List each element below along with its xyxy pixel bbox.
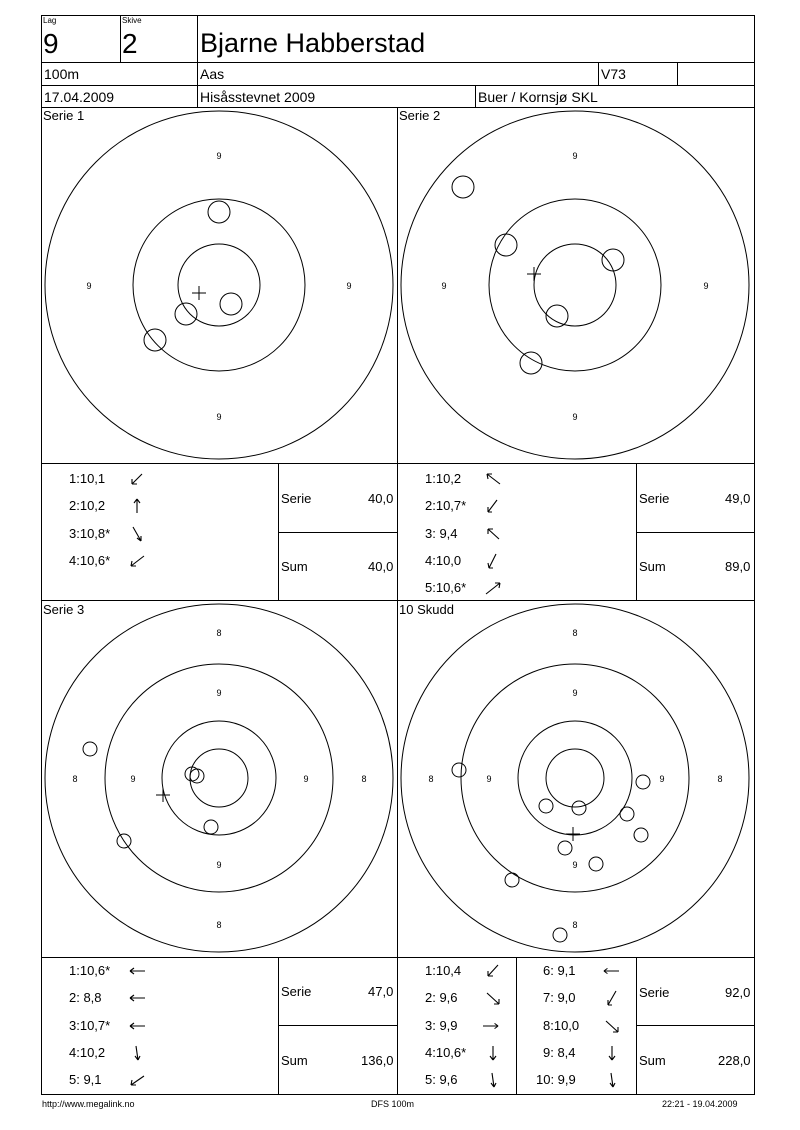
shot-value: 1:10,6*	[69, 963, 111, 978]
range-name: Buer / Kornsjø SKL	[478, 89, 598, 105]
lag-value: 9	[43, 28, 59, 59]
sum-value: 228,0	[718, 1053, 751, 1068]
arrow-up-left-icon	[485, 526, 501, 542]
target-title-4: 10 Skudd	[399, 602, 454, 617]
ring-label: 8	[72, 774, 78, 784]
ring-label: 9	[572, 151, 578, 161]
ring-label: 8	[717, 774, 723, 784]
ring-label: 8	[572, 628, 578, 638]
sum-value: 89,0	[725, 559, 751, 574]
sum-label: Sum	[639, 1053, 666, 1068]
serie-label: Serie	[639, 491, 670, 506]
arrow-up-right-icon	[485, 580, 501, 596]
shooter-class: V73	[601, 66, 626, 82]
shot-value: 5: 9,1	[69, 1072, 102, 1087]
shot-value: 10: 9,9	[536, 1072, 576, 1087]
ring-label: 9	[130, 774, 136, 784]
ring-label: 8	[572, 920, 578, 930]
target-2	[398, 108, 754, 463]
shot-value: 5: 9,6	[425, 1072, 458, 1087]
arrow-left-icon	[603, 963, 619, 979]
ring-inner	[518, 721, 632, 835]
shot-value: 4:10,0	[425, 553, 462, 568]
shot-hole	[190, 769, 204, 783]
sum-label: Sum	[639, 559, 666, 574]
shooter-name: Bjarne Habberstad	[200, 28, 426, 58]
shot-hole	[558, 841, 572, 855]
shot-hole	[220, 293, 242, 315]
center-mark	[192, 286, 206, 300]
arrow-down-right-icon	[485, 990, 501, 1006]
distance: 100m	[44, 66, 80, 82]
shot-hole	[546, 305, 568, 327]
arrow-down-left-icon	[485, 963, 501, 979]
serie-label: Serie	[639, 985, 670, 1000]
arrow-up-left-icon	[485, 471, 501, 487]
target-title-3: Serie 3	[43, 602, 85, 617]
shot-value: 7: 9,0	[543, 990, 576, 1005]
lag-label: Lag	[43, 16, 57, 25]
ring-label: 8	[216, 920, 222, 930]
shot-hole	[572, 801, 586, 815]
center-mark	[527, 267, 541, 281]
shot-hole	[175, 303, 197, 325]
shot-value: 1:10,4	[425, 963, 462, 978]
ring-outer	[43, 108, 393, 459]
ring-label: 9	[703, 281, 709, 291]
shot-value: 4:10,6*	[69, 553, 111, 568]
shot-hole	[589, 857, 603, 871]
ring-label: 8	[428, 774, 434, 784]
ring-label: 9	[216, 412, 222, 422]
shot-hole	[602, 249, 624, 271]
serie-value: 47,0	[368, 984, 394, 999]
ring-label: 9	[216, 688, 222, 698]
serie-label: Serie	[281, 491, 312, 506]
shot-hole	[452, 176, 474, 198]
shot-hole	[208, 201, 230, 223]
arrow-up-icon	[129, 498, 145, 514]
footer-timestamp: 22:21 - 19.04.2009	[662, 1099, 738, 1109]
shot-value: 9: 8,4	[543, 1045, 576, 1060]
target-title-1: Serie 1	[43, 108, 85, 123]
shot-value: 2: 8,8	[69, 990, 102, 1005]
shot-hole	[495, 234, 517, 256]
shot-value: 3: 9,9	[425, 1018, 458, 1033]
shot-value: 3:10,7*	[69, 1018, 111, 1033]
date: 17.04.2009	[44, 89, 115, 105]
shot-value: 2:10,2	[69, 498, 106, 513]
ring-label: 9	[659, 774, 665, 784]
arrow-right-icon	[483, 1018, 499, 1034]
ring-label: 9	[86, 281, 92, 291]
arrow-left-icon	[129, 1018, 145, 1034]
shot-hole	[452, 763, 466, 777]
ring-label: 9	[441, 281, 447, 291]
skive-label: Skive	[122, 16, 142, 25]
footer-url[interactable]: http://www.megalink.no	[42, 1099, 135, 1109]
ring-outer	[401, 604, 749, 952]
shot-hole	[83, 742, 97, 756]
shot-hole	[620, 807, 634, 821]
shot-value: 2:10,7*	[425, 498, 467, 513]
ring-inner	[178, 244, 260, 326]
arrow-down-icon	[604, 1045, 620, 1061]
target-title-2: Serie 2	[399, 108, 441, 123]
shot-hole	[539, 799, 553, 813]
serie-value: 49,0	[725, 491, 751, 506]
serie-label: Serie	[281, 984, 312, 999]
arrow-down-left-icon	[129, 553, 145, 569]
shot-value: 3:10,8*	[69, 526, 111, 541]
target-3	[42, 601, 397, 957]
shot-hole	[636, 775, 650, 789]
shot-value: 4:10,2	[69, 1045, 106, 1060]
ring-middle	[489, 199, 661, 371]
shot-value: 3: 9,4	[425, 526, 458, 541]
arrow-down-right-icon	[604, 1018, 620, 1034]
arrow-left-icon	[129, 990, 145, 1006]
ring-inner	[162, 721, 276, 835]
sum-value: 136,0	[361, 1053, 394, 1068]
club: Aas	[200, 66, 225, 82]
sum-label: Sum	[281, 559, 308, 574]
event-name: Hisåsstevnet 2009	[200, 89, 316, 105]
serie-value: 40,0	[368, 491, 394, 506]
shot-hole	[204, 820, 218, 834]
center-mark	[566, 827, 580, 841]
ring-label: 8	[361, 774, 367, 784]
shot-value: 1:10,1	[69, 471, 106, 486]
ring-label: 9	[572, 860, 578, 870]
arrow-down-right-icon	[129, 526, 145, 542]
footer-program: DFS 100m	[371, 1099, 415, 1109]
serie-value: 92,0	[725, 985, 751, 1000]
shot-hole	[505, 873, 519, 887]
shot-value: 5:10,6*	[425, 580, 467, 595]
arrow-down-left-icon	[485, 498, 501, 514]
ring-label: 9	[486, 774, 492, 784]
ring-label: 8	[216, 628, 222, 638]
arrow-down-icon	[129, 1045, 145, 1061]
arrow-down-left-icon	[485, 553, 501, 569]
sum-value: 40,0	[368, 559, 394, 574]
sum-label: Sum	[281, 1053, 308, 1068]
shot-value: 1:10,2	[425, 471, 462, 486]
shot-hole	[553, 928, 567, 942]
shot-value: 2: 9,6	[425, 990, 458, 1005]
shot-hole	[144, 329, 166, 351]
ring-label: 9	[216, 151, 222, 161]
skive-value: 2	[122, 28, 138, 59]
ring-label: 9	[346, 281, 352, 291]
arrow-down-icon	[485, 1072, 501, 1088]
ring-outer	[45, 604, 393, 952]
ring-outer	[399, 108, 749, 459]
ring-label: 9	[572, 688, 578, 698]
shot-value: 4:10,6*	[425, 1045, 467, 1060]
ring-x	[546, 749, 604, 807]
shot-value: 6: 9,1	[543, 963, 576, 978]
shot-value: 8:10,0	[543, 1018, 580, 1033]
arrow-down-left-icon	[129, 471, 145, 487]
target-1	[42, 108, 397, 463]
ring-middle	[105, 664, 333, 892]
ring-label: 9	[572, 412, 578, 422]
arrow-down-left-icon	[604, 990, 620, 1006]
arrow-down-icon	[604, 1072, 620, 1088]
ring-x	[190, 749, 248, 807]
center-mark	[156, 788, 170, 802]
target-4	[398, 601, 754, 957]
arrow-left-icon	[129, 963, 145, 979]
ring-label: 9	[303, 774, 309, 784]
ring-label: 9	[216, 860, 222, 870]
ring-middle	[133, 199, 305, 371]
ring-middle	[461, 664, 689, 892]
arrow-down-icon	[485, 1045, 501, 1061]
arrow-down-left-icon	[129, 1072, 145, 1088]
shot-hole	[634, 828, 648, 842]
